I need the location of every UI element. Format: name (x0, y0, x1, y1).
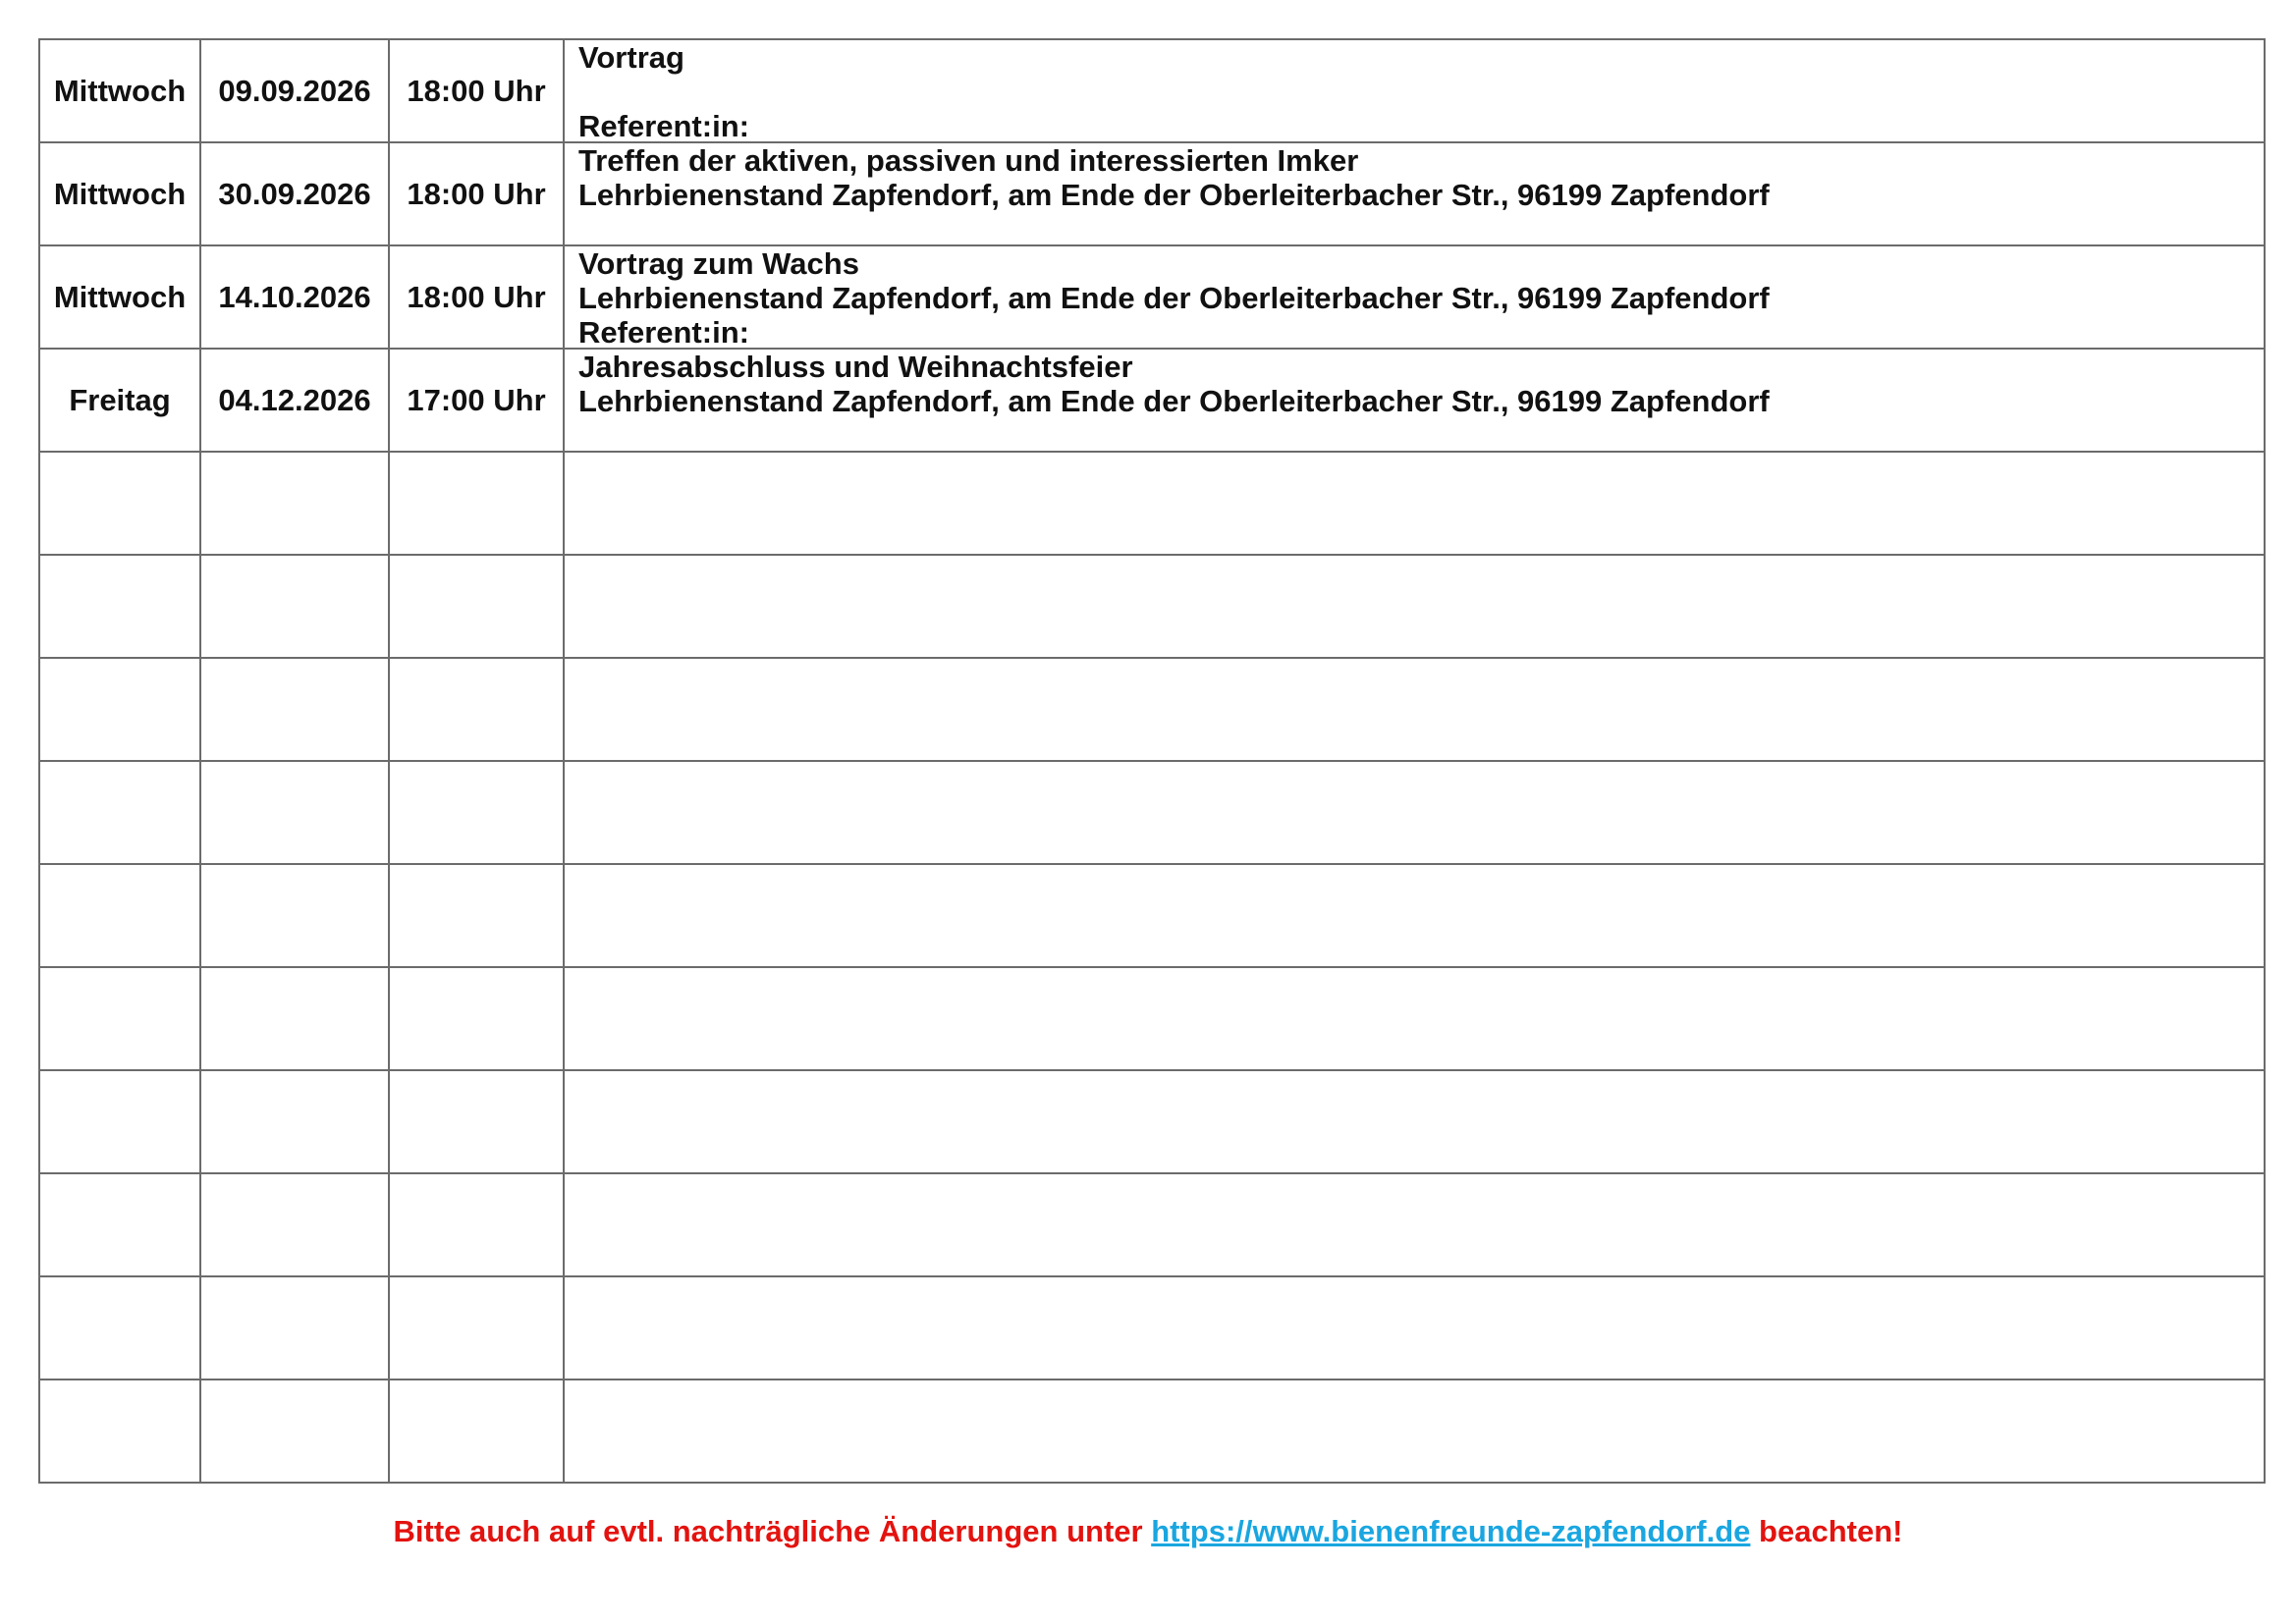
schedule-row (39, 1276, 2265, 1380)
description-cell (564, 1276, 2265, 1380)
description-lines (565, 556, 2264, 657)
description-cell (564, 658, 2265, 761)
date-cell (200, 967, 389, 1070)
date-cell (200, 658, 389, 761)
schedule-row (39, 142, 2265, 245)
description-cell (564, 967, 2265, 1070)
description-lines (565, 865, 2264, 966)
description-lines (565, 246, 2264, 348)
weekday-cell (39, 1070, 200, 1173)
date-cell: 30.09.2026 (200, 142, 389, 245)
time-cell: 18:00 Uhr (389, 142, 564, 245)
time-cell (389, 452, 564, 555)
weekday-cell (39, 1276, 200, 1380)
description-line: Vortrag (578, 40, 684, 75)
description-cell (564, 1070, 2265, 1173)
schedule-row (39, 1173, 2265, 1276)
description-lines (565, 1380, 2264, 1482)
description-cell (564, 452, 2265, 555)
description-lines (565, 968, 2264, 1069)
weekday-cell (39, 967, 200, 1070)
weekday-cell (39, 658, 200, 761)
time-cell: 18:00 Uhr (389, 39, 564, 142)
description-line: Vortrag zum Wachs (578, 246, 859, 281)
date-cell (200, 555, 389, 658)
description-lines (565, 350, 2264, 451)
description-cell (564, 245, 2265, 349)
schedule-row (39, 967, 2265, 1070)
schedule-row (39, 555, 2265, 658)
footer-note (0, 1514, 2296, 1549)
schedule-row (39, 864, 2265, 967)
description-line: Referent:in: (578, 109, 749, 143)
description-lines (565, 1174, 2264, 1275)
description-lines (565, 1277, 2264, 1379)
description-cell (564, 39, 2265, 142)
schedule-row (39, 658, 2265, 761)
date-cell (200, 1276, 389, 1380)
description-cell (564, 761, 2265, 864)
weekday-cell (39, 452, 200, 555)
weekday-cell: Mittwoch (39, 39, 200, 142)
date-cell (200, 1380, 389, 1483)
time-cell (389, 555, 564, 658)
time-cell (389, 967, 564, 1070)
description-cell (564, 864, 2265, 967)
time-cell (389, 1276, 564, 1380)
schedule-row (39, 245, 2265, 349)
description-line: Lehrbienenstand Zapfendorf, am Ende der Oberleiterbacher Str., 96199 Zapfendorf (578, 281, 1770, 315)
footer-text-after: beachten! (1750, 1514, 1903, 1548)
schedule-row (39, 349, 2265, 452)
footer-text-before: Bitte auch auf evtl. nachträgliche Änderungen unter (393, 1514, 1152, 1548)
description-lines (565, 40, 2264, 141)
date-cell (200, 452, 389, 555)
time-cell: 18:00 Uhr (389, 245, 564, 349)
description-lines (565, 1071, 2264, 1172)
time-cell (389, 761, 564, 864)
time-cell (389, 658, 564, 761)
description-cell (564, 1380, 2265, 1483)
weekday-cell: Mittwoch (39, 245, 200, 349)
date-cell (200, 1070, 389, 1173)
time-cell: 17:00 Uhr (389, 349, 564, 452)
date-cell: 04.12.2026 (200, 349, 389, 452)
weekday-cell: Freitag (39, 349, 200, 452)
schedule-row (39, 452, 2265, 555)
time-cell (389, 1070, 564, 1173)
time-cell (389, 1380, 564, 1483)
date-cell (200, 1173, 389, 1276)
weekday-cell (39, 1173, 200, 1276)
weekday-cell (39, 1380, 200, 1483)
description-lines (565, 143, 2264, 244)
description-line: Lehrbienenstand Zapfendorf, am Ende der Oberleiterbacher Str., 96199 Zapfendorf (578, 178, 1770, 212)
description-line: Referent:in: (578, 315, 749, 350)
description-cell (564, 349, 2265, 452)
description-line (578, 75, 2264, 109)
description-lines (565, 453, 2264, 554)
date-cell: 09.09.2026 (200, 39, 389, 142)
schedule-row (39, 1070, 2265, 1173)
time-cell (389, 1173, 564, 1276)
schedule-row (39, 1380, 2265, 1483)
time-cell (389, 864, 564, 967)
description-cell (564, 142, 2265, 245)
description-cell (564, 1173, 2265, 1276)
website-link[interactable]: https://www.bienenfreunde-zapfendorf.de (1151, 1514, 1751, 1548)
weekday-cell (39, 864, 200, 967)
schedule-row (39, 761, 2265, 864)
weekday-cell (39, 761, 200, 864)
description-line: Treffen der aktiven, passiven und interessierten Imker (578, 143, 1359, 178)
schedule-row (39, 39, 2265, 142)
weekday-cell: Mittwoch (39, 142, 200, 245)
date-cell (200, 864, 389, 967)
description-lines (565, 659, 2264, 760)
description-lines (565, 762, 2264, 863)
description-cell (564, 555, 2265, 658)
description-line: Lehrbienenstand Zapfendorf, am Ende der Oberleiterbacher Str., 96199 Zapfendorf (578, 384, 1770, 418)
schedule-table (38, 38, 2266, 1484)
description-line: Jahresabschluss und Weihnachtsfeier (578, 350, 1133, 384)
date-cell: 14.10.2026 (200, 245, 389, 349)
schedule-body (39, 39, 2265, 1483)
date-cell (200, 761, 389, 864)
weekday-cell (39, 555, 200, 658)
